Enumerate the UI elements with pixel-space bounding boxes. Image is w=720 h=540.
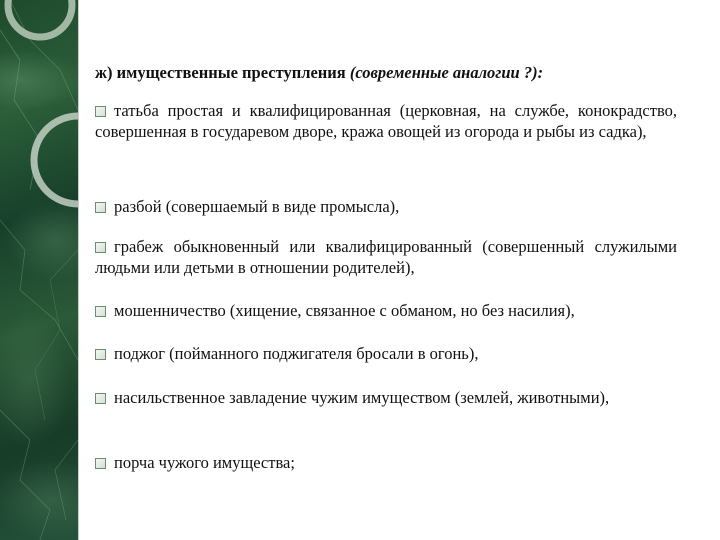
checkbox-square-bullet-icon	[95, 393, 106, 404]
list-item	[95, 300, 677, 321]
list-item-text: мошенничество (хищение, связанное с обманом, но без насилия),	[114, 301, 575, 320]
checkbox-square-bullet-icon	[95, 202, 106, 213]
list-item	[95, 452, 677, 473]
heading-italic: (современные аналогии ?):	[349, 63, 544, 82]
checkbox-square-bullet-icon	[95, 242, 106, 253]
list-item	[95, 100, 677, 142]
list-item-text: насильственное завладение чужим имуществом (землей, животными),	[114, 388, 610, 407]
checkbox-square-bullet-icon	[95, 458, 106, 469]
heading-main: ж) имущественные преступления	[95, 63, 346, 82]
checkbox-square-bullet-icon	[95, 306, 106, 317]
decorative-circles	[0, 0, 78, 540]
list-item-text: разбой (совершаемый в виде промысла),	[114, 197, 400, 216]
list-item	[95, 387, 677, 408]
sidebar-divider	[78, 0, 79, 540]
list-item-text: порча чужого имущества;	[114, 453, 295, 472]
checkbox-square-bullet-icon	[95, 349, 106, 360]
list-item-text: грабеж обыкновенный или квалифицированный (совершенный служилыми людьми или детьми в отношении родителей),	[95, 237, 677, 277]
list-item-text: поджог (пойманного поджигателя бросали в огонь),	[114, 344, 479, 363]
list-item	[95, 196, 677, 217]
list-item-text: татьба простая и квалифицированная (церковная, на службе, конокрадство, совершенная в государевом дворе, кража овощей из огорода и рыбы из садка),	[95, 101, 677, 141]
slide-heading	[95, 62, 677, 83]
list-item	[95, 236, 677, 278]
slide-content	[95, 62, 677, 472]
list-item	[95, 343, 677, 364]
checkbox-square-bullet-icon	[95, 106, 106, 117]
green-marble-sidebar	[0, 0, 78, 540]
